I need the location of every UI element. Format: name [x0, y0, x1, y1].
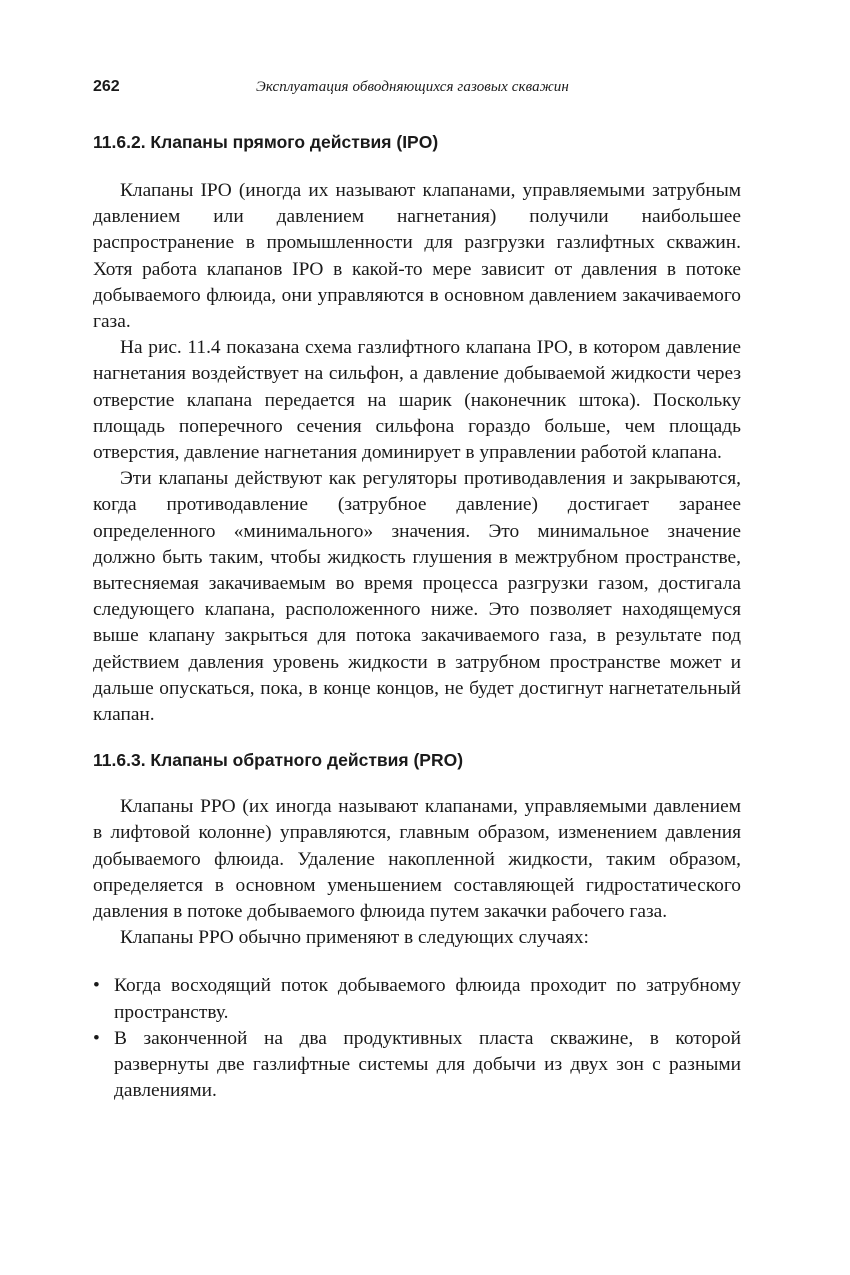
paragraph: Эти клапаны действуют как регуляторы противодавления и закрываются, когда противодавление (затрубное давление) достигает заранее определенного «минимального» значения. Это минимальное значение должно быть таким, чтобы жидкость глушения в межтрубном пространстве, вытесняемая закачиваемым во время процесса разгрузки газом, достигала следующего клапана, расположенного ниже. Это позволяет находящемуся выше клапану закрыться для потока закачиваемого газа, в результате под действием давления уровень жидкости в затрубном пространстве может и дальше опускаться, пока, в конце концов, не будет достигнут нагнетательный клапан. [93, 468, 741, 726]
running-title: Эксплуатация обводняющихся газовых скважин [256, 79, 569, 95]
list-item-text: Когда восходящий поток добываемого флюида проходит по затрубному пространству. [114, 975, 741, 1023]
section-heading-ipo: 11.6.2. Клапаны прямого действия (IPO) [93, 132, 439, 152]
bullet-list [93, 973, 741, 1104]
section-heading-pro: 11.6.3. Клапаны обратного действия (PRO) [93, 750, 464, 771]
page-number: 262 [93, 78, 120, 95]
paragraph: Клапаны IPO (иногда их называют клапанами, управляемыми затрубным давлением или давлением нагнетания) получили наибольшее распространение в промышленности для разгрузки газлифтных скважин. Хотя работа клапанов IPO в какой-то мере зависит от давления в потоке добываемого флюида, они управляются в основном давлением закачиваемого газа. [93, 180, 741, 333]
list-item-text: В законченной на два продуктивных пласта скважине, в которой развернуты две газлифтные системы для добычи из двух зон с разными давлениями. [114, 1027, 741, 1102]
bullet-icon: • [93, 1027, 100, 1049]
list-item [93, 973, 741, 1025]
running-head [93, 78, 753, 100]
paragraph: На рис. 11.4 показана схема газлифтного клапана IPO, в котором давление нагнетания воздействует на сильфон, а давление добываемой жидкости через отверстие клапана передается на шарик (наконечник штока). Поскольку площадь поперечного сечения сильфона гораздо больше, чем площадь отверстия, давление нагнетания доминирует в управлении работой клапана. [93, 337, 741, 464]
bullet-icon: • [93, 975, 100, 997]
page-content [93, 130, 741, 1105]
list-item [93, 1026, 741, 1105]
paragraph: Клапаны PPO (их иногда называют клапанами, управляемыми давлением в лифтовой колонне) управляются, главным образом, изменением давления добываемого флюида. Удаление накопленной жидкости, таким образом, определяется в основном уменьшением составляющей гидростатического давления в потоке добываемого флюида путем закачки рабочего газа. [93, 796, 741, 923]
paragraph: Клапаны PPO обычно применяют в следующих случаях: [120, 927, 589, 949]
